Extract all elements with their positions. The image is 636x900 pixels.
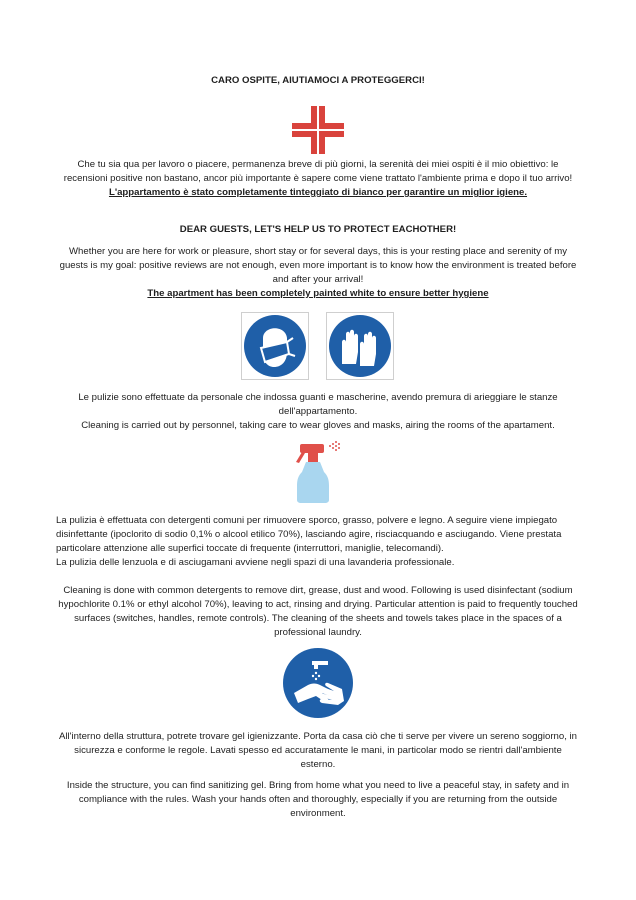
- detergent-en-text: Cleaning is done with common detergents to remove dirt, grease, dust and wood. Following is used disinfectant (sodium hypochlorite 0.1% or ethyl alcohol 70%), leaving to act, rinsing and drying. Particular attention is paid to frequently touched surfaces (switches, handles, remote controls). The cleaning of the sheets and towels takes place in the spaces of a professional laundry.: [58, 585, 578, 638]
- spray-bottle-icon: [288, 440, 348, 504]
- it-painted-note: L'appartamento è stato completamente tinteggiato di bianco per garantire un miglior igiene.: [108, 187, 528, 198]
- it-intro: [56, 158, 580, 200]
- it-title: CARO OSPITE, AIUTIAMOCI A PROTEGGERCI!: [211, 75, 425, 86]
- en-intro: [56, 245, 580, 301]
- ppe-it-text: Le pulizie sono effettuate da personale che indossa guanti e mascherine, avendo premura di arieggiare le stanze dell'appartamento.: [78, 392, 558, 417]
- gel-en-text: Inside the structure, you can find sanitizing gel. Bring from home what you need to live a peaceful stay, in safety and in compliance with the rules. Wash your hands often and thoroughly, especially if you are returning from the outside environment.: [66, 780, 570, 819]
- detergent-it-text: La pulizia è effettuata con detergenti comuni per rimuovere sporco, grasso, polvere e legno. A seguire viene impiegato disinfettante (ipoclorito di sodio 0,1% o alcool etilico 70%), lasciando agire, risciacquando e asciugando. Viene prestata particolare attenzione alle superfici toccate di frequente (interruttori, maniglie, telecomandi).: [56, 515, 562, 554]
- ppe-en-text: Cleaning is carried out by personnel, taking care to wear gloves and masks, airing the rooms of the apartament.: [81, 420, 555, 431]
- gel-it-text: All'interno della struttura, potrete trovare gel igienizzante. Porta da casa ciò che ti serve per vivere un sereno soggiorno, in sicurezza e conforme le regole. Lavati spesso ed accuratamente le mani, in particolar modo se rientri dall'ambiente esterno.: [58, 731, 578, 770]
- hand-wash-icon: [282, 647, 354, 719]
- en-title: DEAR GUESTS, LET'S HELP US TO PROTECT EACHOTHER!: [179, 224, 457, 235]
- ppe-section: [56, 391, 580, 433]
- it-intro-text: Che tu sia qua per lavoro o piacere, permanenza breve di più giorni, la serenità dei miei ospiti è il mio obiettivo: le recensioni positive non bastano, ancor più importante è sapere come viene trattato l'ambiente prima e dopo il tuo arrivo!: [63, 159, 573, 184]
- en-painted-note: The apartment has been completely painted white to ensure better hygiene: [147, 288, 489, 299]
- laundry-it-text: La pulizia delle lenzuola e di asciugamani avviene negli spazi di una lavanderia professionale.: [56, 557, 455, 568]
- gloves-icon: [326, 312, 394, 380]
- mask-icon: [241, 312, 309, 380]
- detergent-it-section: [56, 514, 580, 570]
- pharmacy-cross-icon: [292, 106, 344, 154]
- en-intro-text: Whether you are here for work or pleasure, short stay or for several days, this is your resting place and serenity of my guests is my goal: positive reviews are not enough, even more important is to know how the environment is treated before and after your arrival!: [59, 246, 577, 285]
